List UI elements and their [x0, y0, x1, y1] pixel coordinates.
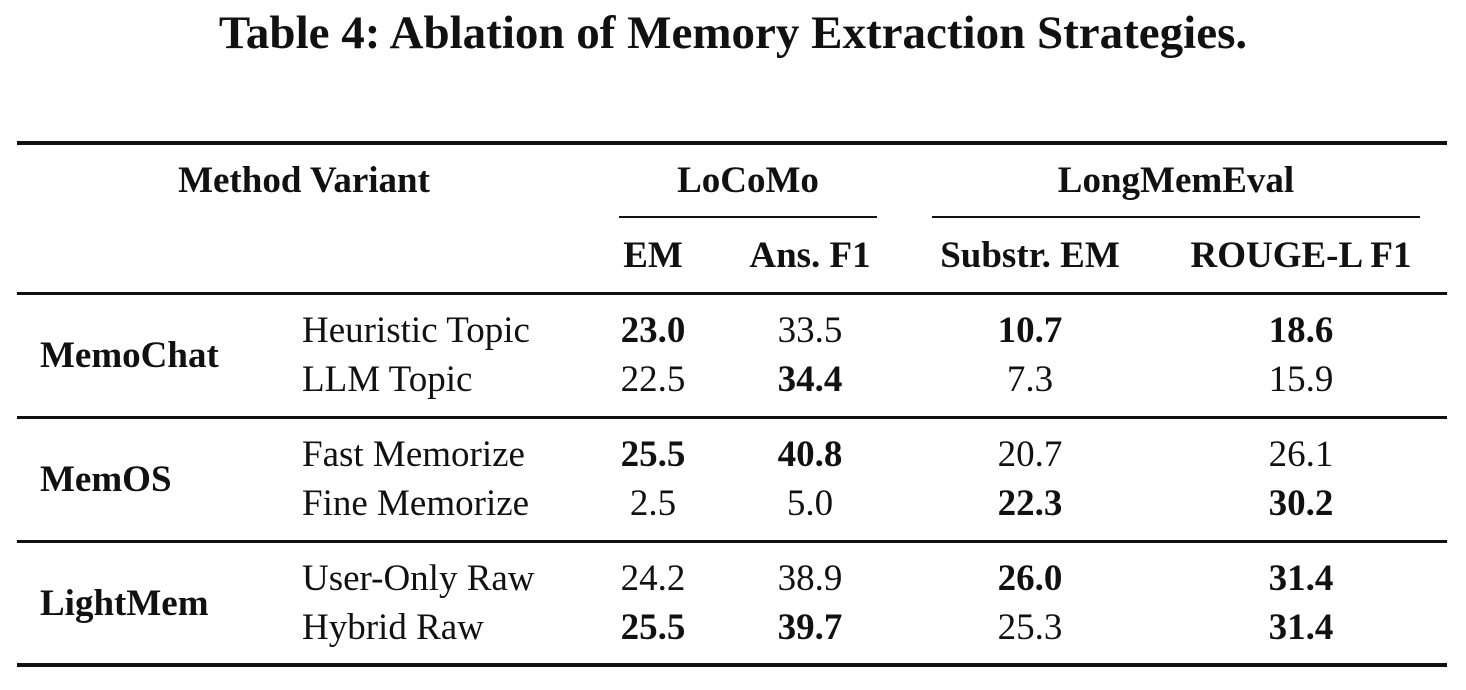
variant-name: LLM Topic [302, 359, 473, 400]
table-cell: 31.4 [1268, 558, 1334, 599]
variant-name: Fine Memorize [302, 483, 530, 524]
table-cell: 22.3 [997, 483, 1063, 524]
table-cell: 31.4 [1268, 607, 1334, 648]
top-rule [17, 141, 1447, 145]
header-col-substr-em: Substr. EM [940, 235, 1120, 276]
table-caption: Table 4: Ablation of Memory Extraction Strategies. [218, 7, 1248, 59]
table-cell: 22.5 [620, 359, 686, 400]
header-col-ans-f1: Ans. F1 [749, 235, 871, 276]
table-cell: 7.3 [1006, 359, 1054, 400]
table-cell: 25.5 [620, 434, 686, 475]
header-group-longmemeval: LongMemEval [1057, 160, 1295, 201]
table-cell: 2.5 [629, 483, 677, 524]
header-method-variant: Method Variant [178, 160, 430, 201]
method-name: MemOS [40, 459, 172, 500]
table-cell: 34.4 [777, 359, 843, 400]
table-cell: 20.7 [997, 434, 1063, 475]
table-cell: 25.5 [620, 607, 686, 648]
header-rule [17, 292, 1447, 295]
table-cell: 15.9 [1268, 359, 1334, 400]
table-cell: 39.7 [777, 607, 843, 648]
table-cell: 25.3 [997, 607, 1063, 648]
table-cell: 23.0 [620, 310, 686, 351]
header-group-locomo: LoCoMo [677, 160, 819, 201]
table-cell: 40.8 [777, 434, 843, 475]
table-cell: 26.1 [1268, 434, 1334, 475]
group-rule-1 [17, 416, 1447, 419]
method-name: LightMem [40, 583, 209, 624]
longmemeval-cmidrule [932, 216, 1420, 218]
table-cell: 30.2 [1268, 483, 1334, 524]
variant-name: User-Only Raw [302, 558, 535, 599]
table-cell: 24.2 [620, 558, 686, 599]
table-cell: 10.7 [997, 310, 1063, 351]
variant-name: Hybrid Raw [302, 607, 484, 648]
bottom-rule [17, 663, 1447, 667]
table-cell: 18.6 [1268, 310, 1334, 351]
table-cell: 33.5 [777, 310, 843, 351]
header-col-em: EM [623, 235, 683, 276]
table-cell: 5.0 [786, 483, 834, 524]
variant-name: Heuristic Topic [302, 310, 530, 351]
table-cell: 38.9 [777, 558, 843, 599]
group-rule-2 [17, 540, 1447, 543]
method-name: MemoChat [40, 335, 219, 376]
locomo-cmidrule [619, 216, 877, 218]
variant-name: Fast Memorize [302, 434, 525, 475]
header-col-rouge-l-f1: ROUGE-L F1 [1190, 235, 1412, 276]
table-cell: 26.0 [997, 558, 1063, 599]
